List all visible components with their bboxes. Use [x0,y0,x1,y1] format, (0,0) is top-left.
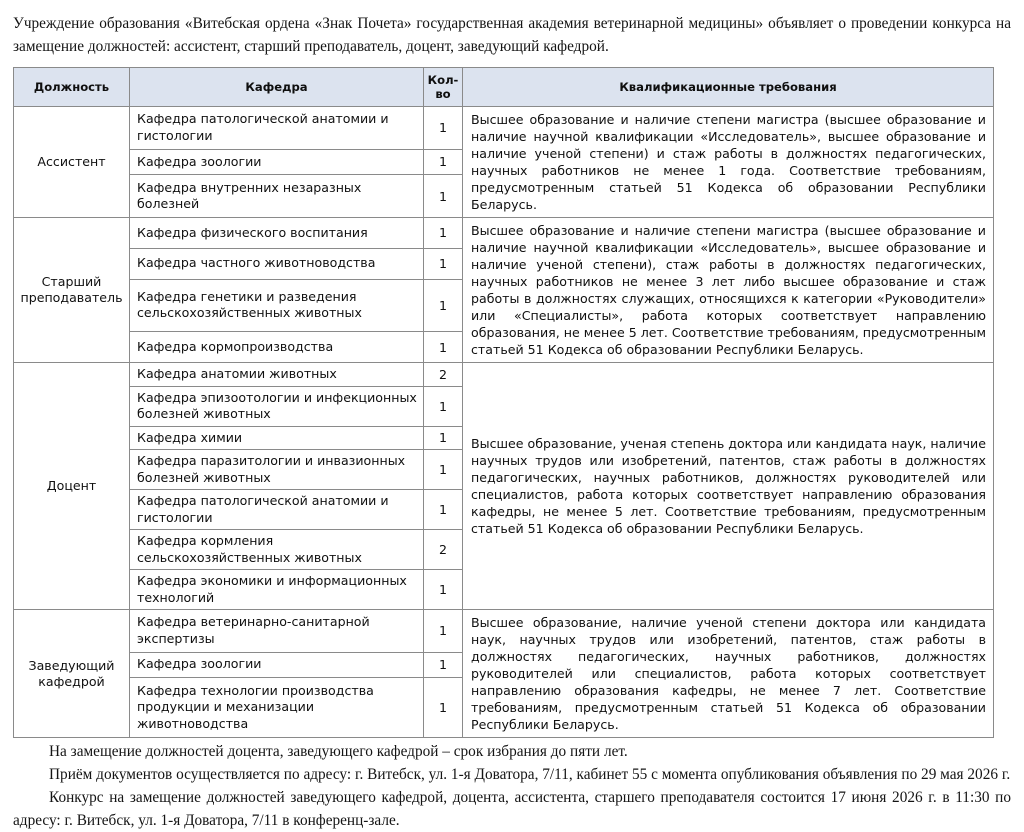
table-header-row [14,68,994,107]
cell-requirements: Высшее образование и наличие степени магистра (высшее образование и наличие научной квалификации «Исследователь», высшее образование и наличие ученой степени) и стаж работы в должностях педагогических, научных работников не менее 1 года. Соответствие требованиям, предусмотренным статьей 51 Кодекса об образовании Республики Беларусь. [463,107,994,218]
cell-department: Кафедра эпизоотологии и инфекционных болезней животных [130,386,424,426]
term-note: На замещение должностей доцента, заведующего кафедрой – срок избрания до пяти лет. [49,743,628,760]
column-header-count: Кол-во [424,68,463,107]
table-row [14,610,994,653]
cell-requirements: Высшее образование, наличие ученой степени доктора или кандидата наук, научных трудов или изобретений, патентов, стаж работы в должностях педагогических, научных работников, должностях руководителей или специалистов, работа которых соответствует направлению образования кафедры, не менее 7 лет. Соответствие требованиям, предусмотренным статьей 51 Кодекса об образовании Республики Беларусь. [463,610,994,738]
cell-requirements: Высшее образование и наличие степени магистра (высшее образование и наличие научной квалификации «Исследователь», высшее образование и наличие ученой степени), стаж работы в должностях педагогических, научных работников не менее 3 лет либо высшее образование и стаж работы в должностях служащих, относящихся к категории «Руководители» или «Специалисты», работа которых соответствует направлению образования, не менее 5 лет. Соответствие требованиям, предусмотренным статьей 51 Кодекса об образовании Республики Беларусь. [463,218,994,363]
cell-department: Кафедра патологической анатомии и гистологии [130,490,424,530]
cell-count: 1 [424,450,463,490]
table-header [14,68,994,107]
cell-department: Кафедра зоологии [130,149,424,174]
cell-count: 1 [424,248,463,279]
cell-count: 1 [424,107,463,150]
cell-department: Кафедра кормопроизводства [130,332,424,363]
cell-count: 1 [424,386,463,426]
cell-count: 1 [424,218,463,249]
cell-count: 1 [424,677,463,737]
cell-department: Кафедра паразитологии и инвазионных болезней животных [130,450,424,490]
cell-count: 1 [424,279,463,331]
column-header-requirements: Квалификационные требования [463,68,994,107]
cell-department: Кафедра технологии производства продукции и механизации животноводства [130,677,424,737]
cell-count: 1 [424,149,463,174]
intro-paragraph: Учреждение образования «Витебская ордена «Знак Почета» государственная академия ветеринарной медицины» объявляет о проведении конкурса на замещение должностей: ассистент, старший преподаватель, доцент, заведующий кафедрой. [13,15,1011,55]
cell-requirements: Высшее образование, ученая степень доктора или кандидата наук, наличие научных трудов или изобретений, патентов, стаж работы в должностях педагогических, научных работников, должностях руководителей или специалистов, работа которых соответствует направлению образования кафедры, не менее 5 лет. Соответствие требованиям, предусмотренным статьей 51 Кодекса об образовании Республики Беларусь. [463,363,994,610]
cell-count: 1 [424,426,463,450]
column-header-position: Должность [14,68,130,107]
cell-position: Ассистент [14,107,130,218]
cell-department: Кафедра экономики и информационных технологий [130,570,424,610]
cell-position: Заведующий кафедрой [14,610,130,738]
cell-count: 2 [424,363,463,387]
cell-count: 2 [424,530,463,570]
table-row [14,363,994,387]
cell-department: Кафедра частного животноводства [130,248,424,279]
cell-department: Кафедра ветеринарно-санитарной экспертизы [130,610,424,653]
vacancies-table [13,67,994,738]
footer-notes [0,738,1024,832]
cell-department: Кафедра генетики и разведения сельскохозяйственных животных [130,279,424,331]
cell-department: Кафедра патологической анатомии и гистологии [130,107,424,150]
vacancies-table-container [0,67,1024,738]
cell-count: 1 [424,332,463,363]
cell-department: Кафедра зоологии [130,652,424,677]
cell-department: Кафедра внутренних незаразных болезней [130,175,424,218]
column-header-department: Кафедра [130,68,424,107]
cell-count: 1 [424,570,463,610]
cell-department: Кафедра физического воспитания [130,218,424,249]
cell-count: 1 [424,175,463,218]
cell-count: 1 [424,610,463,653]
cell-position: Старший преподаватель [14,218,130,363]
cell-department: Кафедра кормления сельскохозяйственных животных [130,530,424,570]
table-row [14,218,994,249]
cell-count: 1 [424,490,463,530]
table-body [14,107,994,738]
documents-note: Приём документов осуществляется по адресу: г. Витебск, ул. 1-я Доватора, 7/11, кабинет 55 с момента опубликования объявления по 29 мая 2026 г. [49,766,1011,783]
cell-department: Кафедра химии [130,426,424,450]
cell-count: 1 [424,652,463,677]
table-row [14,107,994,150]
contest-note: Конкурс на замещение должностей заведующего кафедрой, доцента, ассистента, старшего преподавателя состоится 17 июня 2026 г. в 11:30 по адресу: г. Витебск, ул. 1-я Доватора, 7/11 в конференц-зале. [13,789,1011,829]
cell-department: Кафедра анатомии животных [130,363,424,387]
cell-position: Доцент [14,363,130,610]
